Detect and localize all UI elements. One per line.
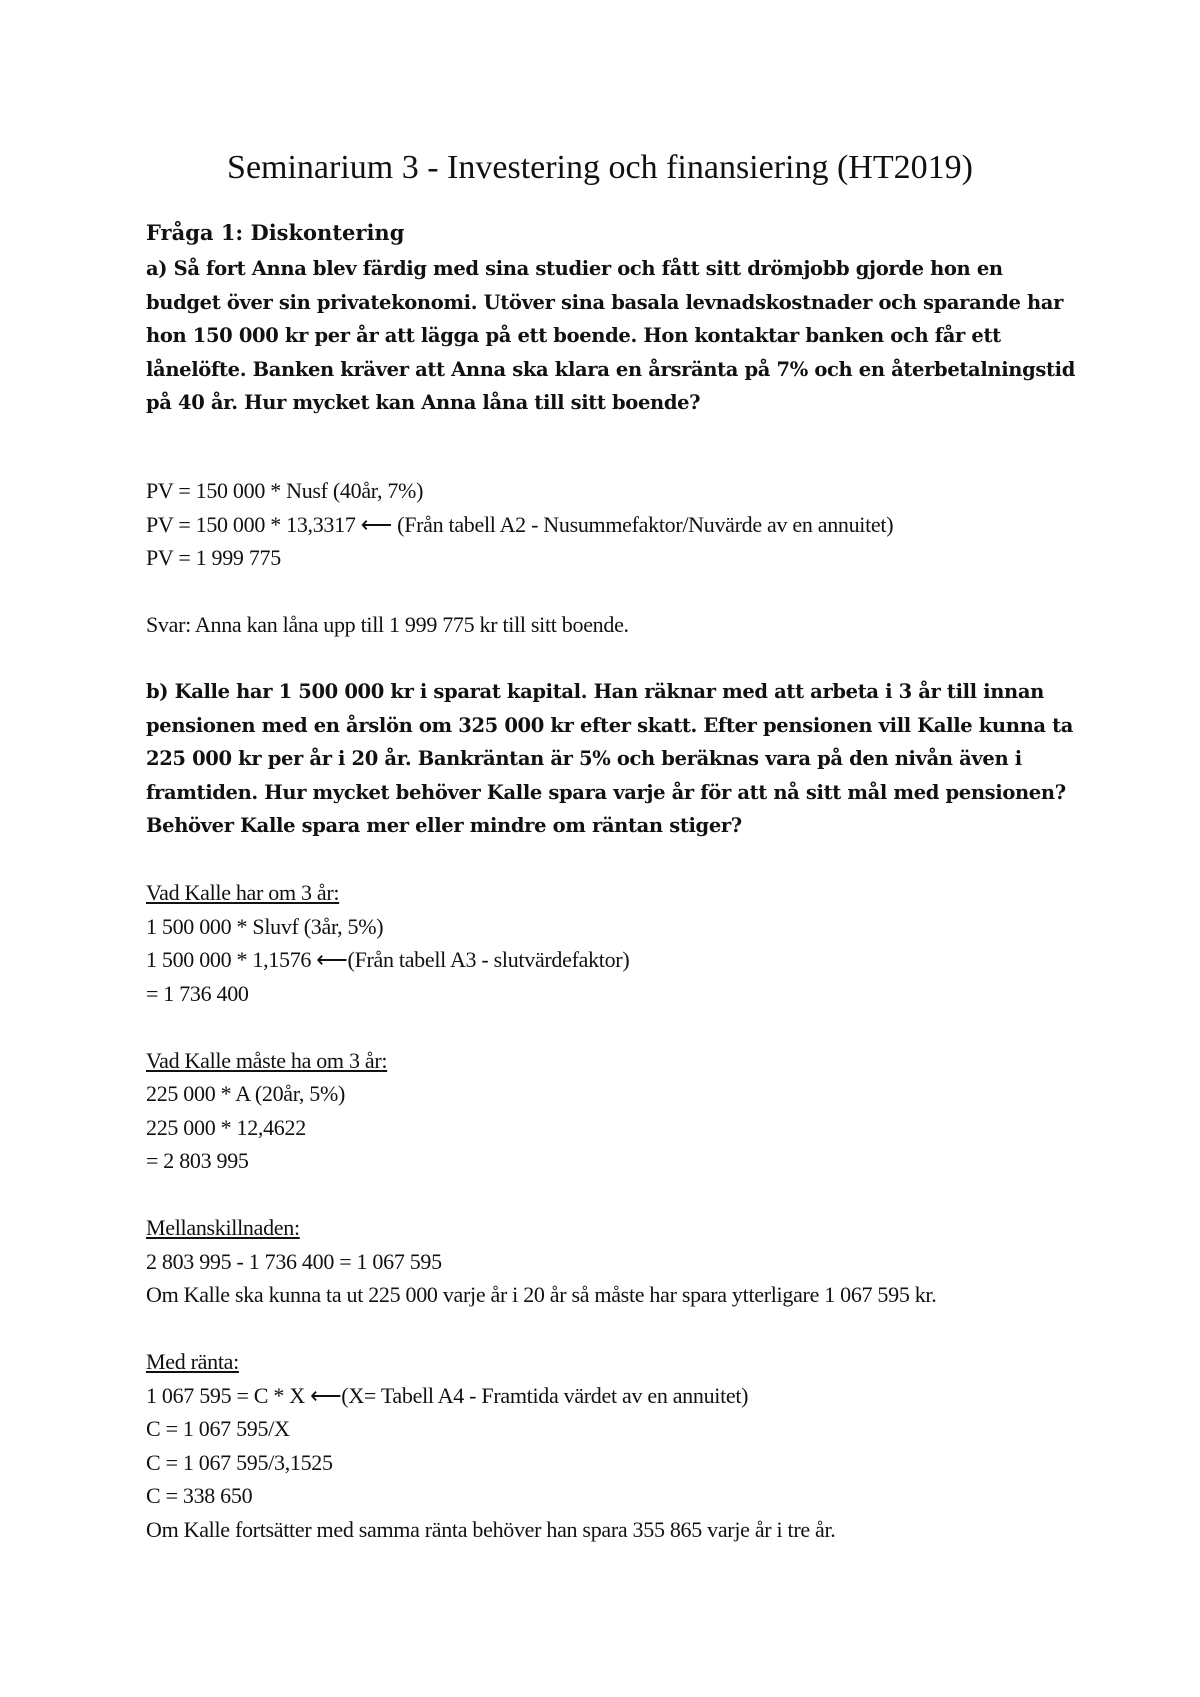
calc-line: C = 1 067 595/3,1525	[146, 1449, 333, 1475]
calc-line: PV = 1 999 775	[146, 545, 281, 570]
question-a-line: budget över sin privatekonomi. Utöver sina basala levnadskostnader och sparande har	[146, 290, 1064, 314]
question-a	[146, 252, 1076, 420]
calc-line: PV = 150 000 * 13,3317 ⟵ (Från tabell A2 - Nusummefaktor/Nuvärde av en annuitet)	[146, 511, 894, 537]
question-a-line: hon 150 000 kr per år att lägga på ett boende. Hon kontaktar banken och får ett	[146, 324, 1001, 347]
calc-line: Om Kalle ska kunna ta ut 225 000 varje år i 20 år så måste har spara ytterligare 1 067 595 kr.	[146, 1282, 937, 1307]
section-heading: Fråga 1: Diskontering	[146, 220, 405, 245]
calc-line: 225 000 * A (20år, 5%)	[146, 1081, 346, 1106]
calc-line: PV = 150 000 * Nusf (40år, 7%)	[146, 478, 424, 503]
question-b	[146, 675, 1076, 843]
calc-line: Om Kalle fortsätter med samma ränta behöver han spara 355 865 varje år i tre år.	[146, 1516, 836, 1542]
question-b-line: 225 000 kr per år i 20 år. Bankräntan är 5% och beräknas vara på den nivån även i	[146, 747, 1022, 770]
question-b-line: b) Kalle har 1 500 000 kr i sparat kapital. Han räknar med att arbeta i 3 år till innan	[146, 680, 1045, 703]
calc-line: = 1 736 400	[146, 980, 249, 1006]
question-a-line: lånelöfte. Banken kräver att Anna ska klara en årsränta på 7% och en återbetalningstid	[146, 357, 1076, 381]
block-heading-must-have: Vad Kalle måste ha om 3 år:	[146, 1047, 388, 1073]
answer-a	[146, 474, 1076, 642]
calc-line: 1 500 000 * 1,1576 ⟵(Från tabell A3 - slutvärdefaktor)	[146, 947, 630, 972]
calc-line: 2 803 995 - 1 736 400 = 1 067 595	[146, 1248, 442, 1274]
question-a-line: på 40 år. Hur mycket kan Anna låna till sitt boende?	[146, 391, 701, 414]
question-b-line: framtiden. Hur mycket behöver Kalle spara varje år för att nå sitt mål med pensionen?	[146, 780, 1066, 804]
question-b-line: pensionen med en årslön om 325 000 kr efter skatt. Efter pensionen vill Kalle kunna ta	[146, 713, 1074, 737]
calc-line: 225 000 * 12,4622	[146, 1114, 306, 1140]
block-heading-has: Vad Kalle har om 3 år:	[146, 880, 340, 905]
block-heading-with-interest: Med ränta:	[146, 1349, 239, 1374]
calc-line: 1 067 595 = C * X ⟵(X= Tabell A4 - Framtida värdet av en annuitet)	[146, 1382, 749, 1408]
calc-line: = 2 803 995	[146, 1148, 249, 1173]
question-b-line: Behöver Kalle spara mer eller mindre om räntan stiger?	[146, 814, 742, 837]
page-title: Seminarium 3 - Investering och finansiering (HT2019)	[227, 149, 973, 186]
calc-line: 1 500 000 * Sluvf (3år, 5%)	[146, 913, 384, 939]
answer-a-svar: Svar: Anna kan låna upp till 1 999 775 kr till sitt boende.	[146, 612, 629, 637]
calc-line: C = 338 650	[146, 1483, 253, 1508]
answer-b	[146, 876, 1076, 1546]
block-heading-difference: Mellanskillnaden:	[146, 1215, 300, 1240]
question-a-line: a) Så fort Anna blev färdig med sina studier och fått sitt drömjobb gjorde hon en	[146, 257, 1003, 280]
calc-line: C = 1 067 595/X	[146, 1416, 290, 1441]
